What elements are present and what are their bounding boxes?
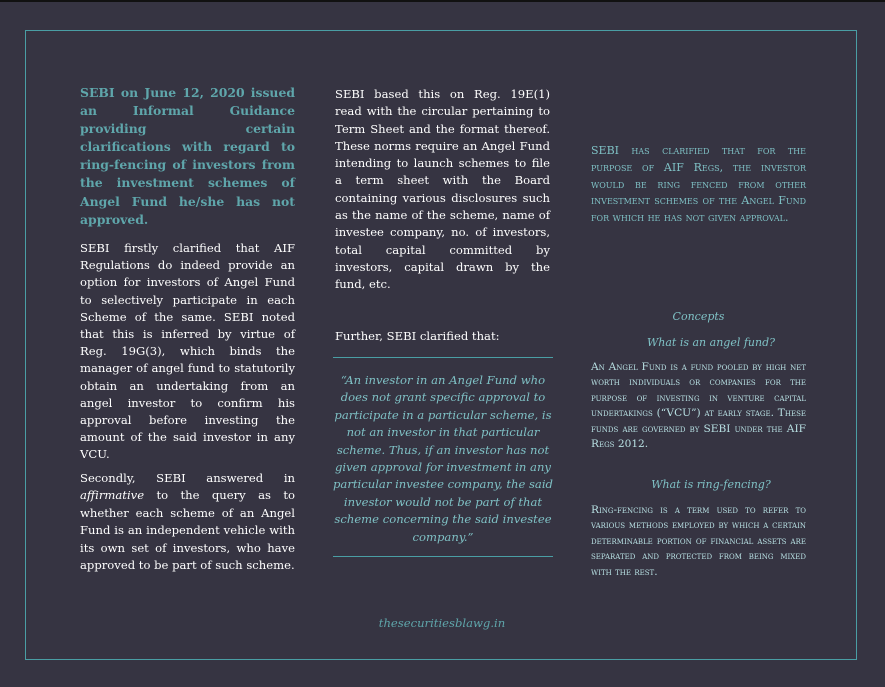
ring-fencing-question: What is ring-fencing? xyxy=(651,478,771,491)
first-clarification-paragraph: SEBI firstly clarified that AIF Regulations do indeed provide an option for investors of Angel Fund to selectively participate in each Scheme of the same. SEBI noted that this is inferred by virtue of Reg. 19G(3), which binds the manager of angel fund to statutorily obtain an undertaking from an angel investor to confirm his approval before investing the amount of the said investor in any VCU. xyxy=(80,241,295,462)
regulation-basis-paragraph: SEBI based this on Reg. 19E(1) read with the circular pertaining to Term Sheet and the format thereof. These norms require an Angel Fund intending to launch schemes to file a term sheet with the Board containing various disclosures such as the name of the scheme, name of investee company, no. of investors, total capital committed by investors, capital drawn by the fund, etc. xyxy=(335,87,550,292)
sebi-quote: “An investor in an Angel Fund who does not grant specific approval to participate in a particular scheme, is not an investor in that particular scheme. Thus, if an investor has not given approval for investment in any particular investee company, the said investor would not be part of that scheme concerning the said investee company.” xyxy=(333,373,553,544)
second-clarification-suffix: to the query as to whether each scheme of an Angel Fund is an independent vehicle with its own set of investors, who have approved to be part of such scheme. xyxy=(80,488,295,573)
site-footer: thesecuritiesblawg.in xyxy=(378,616,506,630)
angel-fund-answer: An Angel Fund is a fund pooled by high net worth individuals or companies for the purpose of investing in venture capital undertakings (“VCU”) at early stage. These funds are governed by SEBI under the AIF Regs 2012. xyxy=(591,361,806,451)
second-clarification-paragraph xyxy=(80,470,295,574)
angel-fund-question: What is an angel fund? xyxy=(646,336,776,349)
ring-fence-summary: SEBI has clarified that for the purpose of AIF Regs, the investor would be ring fenced from other investment schemes of the Angel Fund for which he has not given approval. xyxy=(591,144,806,225)
intro-paragraph: SEBI on June 12, 2020 issued an Informal Guidance providing certain clarifications with regard to ring-fencing of investors from the investment schemes of Angel Fund he/she has not approved. xyxy=(80,85,295,227)
quote-top-divider xyxy=(333,357,553,358)
concepts-heading: Concepts xyxy=(672,310,725,323)
further-clarified-label: Further, SEBI clarified that: xyxy=(335,329,500,343)
ring-fencing-answer: Ring-fencing is a term used to refer to various methods employed by which a certain determinable portion of financial assets are separated and protected from being mixed with the rest. xyxy=(591,504,806,578)
top-border-line xyxy=(0,0,885,2)
quote-bottom-divider xyxy=(333,556,553,557)
second-clarification-prefix: Secondly, SEBI answered in xyxy=(80,471,295,485)
affirmative-emphasis: affirmative xyxy=(80,488,145,503)
